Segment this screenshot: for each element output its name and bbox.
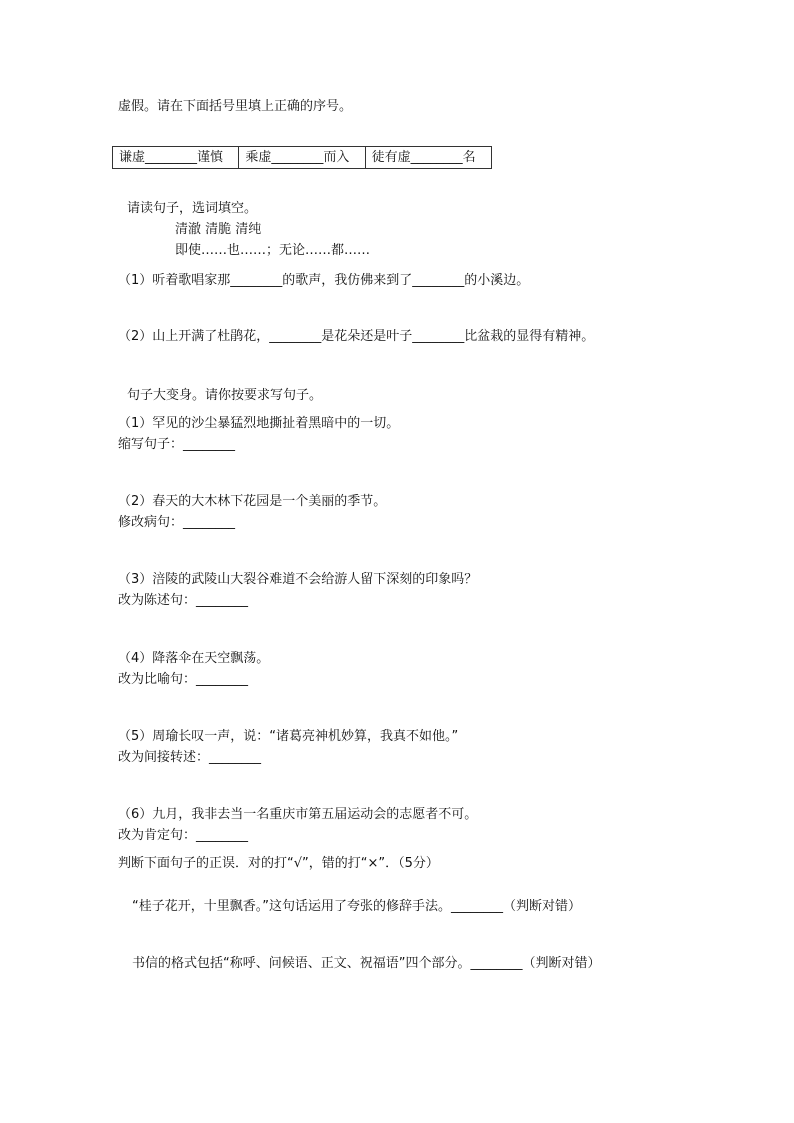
q2-item-2-sentence: （2）春天的大木林下花园是一个美丽的季节。 [118,494,387,509]
q2-item-3-task: 改为陈述句：________ [118,593,249,608]
table-cell-3: 徒有虚________名 [365,147,491,169]
q2-item-5-sentence: （5）周瑜长叹一声，说：“诸葛亮神机妙算，我真不如他。” [118,729,459,744]
q2-item-5-task: 改为间接转述：________ [118,750,262,765]
q1-connective-options: 即使……也……；无论……都…… [175,243,371,258]
q2-item-6-sentence: （6）九月，我非去当一名重庆市第五届运动会的志愿者不可。 [118,807,478,822]
q3-statement-1: “桂子花开，十里飘香。”这句话运用了夸张的修辞手法。________（判断对错） [132,899,581,914]
q2-item-1-task: 缩写句子：________ [118,437,236,452]
q2-item-3-sentence: （3）涪陵的武陵山大裂谷难道不会给游人留下深刻的印象吗？ [118,572,478,587]
q1-title: 请读句子，选词填空。 [127,201,258,216]
table-cell-2: 乘虚________而入 [239,147,365,169]
q2-item-1-sentence: （1）罕见的沙尘暴猛烈地撕扯着黑暗中的一切。 [118,416,400,431]
q2-item-2-task: 修改病句：________ [118,515,236,530]
q2-title: 句子大变身。请你按要求写句子。 [127,388,323,403]
q1-word-options: 清澈 清脆 清纯 [175,222,262,237]
q3-statement-2: 书信的格式包括“称呼、问候语、正文、祝福语”四个部分。________（判断对错） [132,956,601,971]
word-table [112,146,492,169]
table-cell-1: 谦虚________谨慎 [113,147,239,169]
q1-sentence-1: （1）听着歌唱家那________的歌声，我仿佛来到了________的小溪边。 [118,273,530,288]
q2-item-4-sentence: （4）降落伞在天空飘荡。 [118,651,270,666]
q1-sentence-2: （2）山上开满了杜鹃花，________是花朵还是叶子________比盆栽的显得有精神。 [118,329,595,344]
q2-item-6-task: 改为肯定句：________ [118,828,249,843]
intro-text: 虚假。请在下面括号里填上正确的序号。 [118,99,353,114]
q3-title: 判断下面句子的正误．对的打“√”，错的打“×”．（5分） [118,856,439,871]
q2-item-4-task: 改为比喻句：________ [118,672,249,687]
